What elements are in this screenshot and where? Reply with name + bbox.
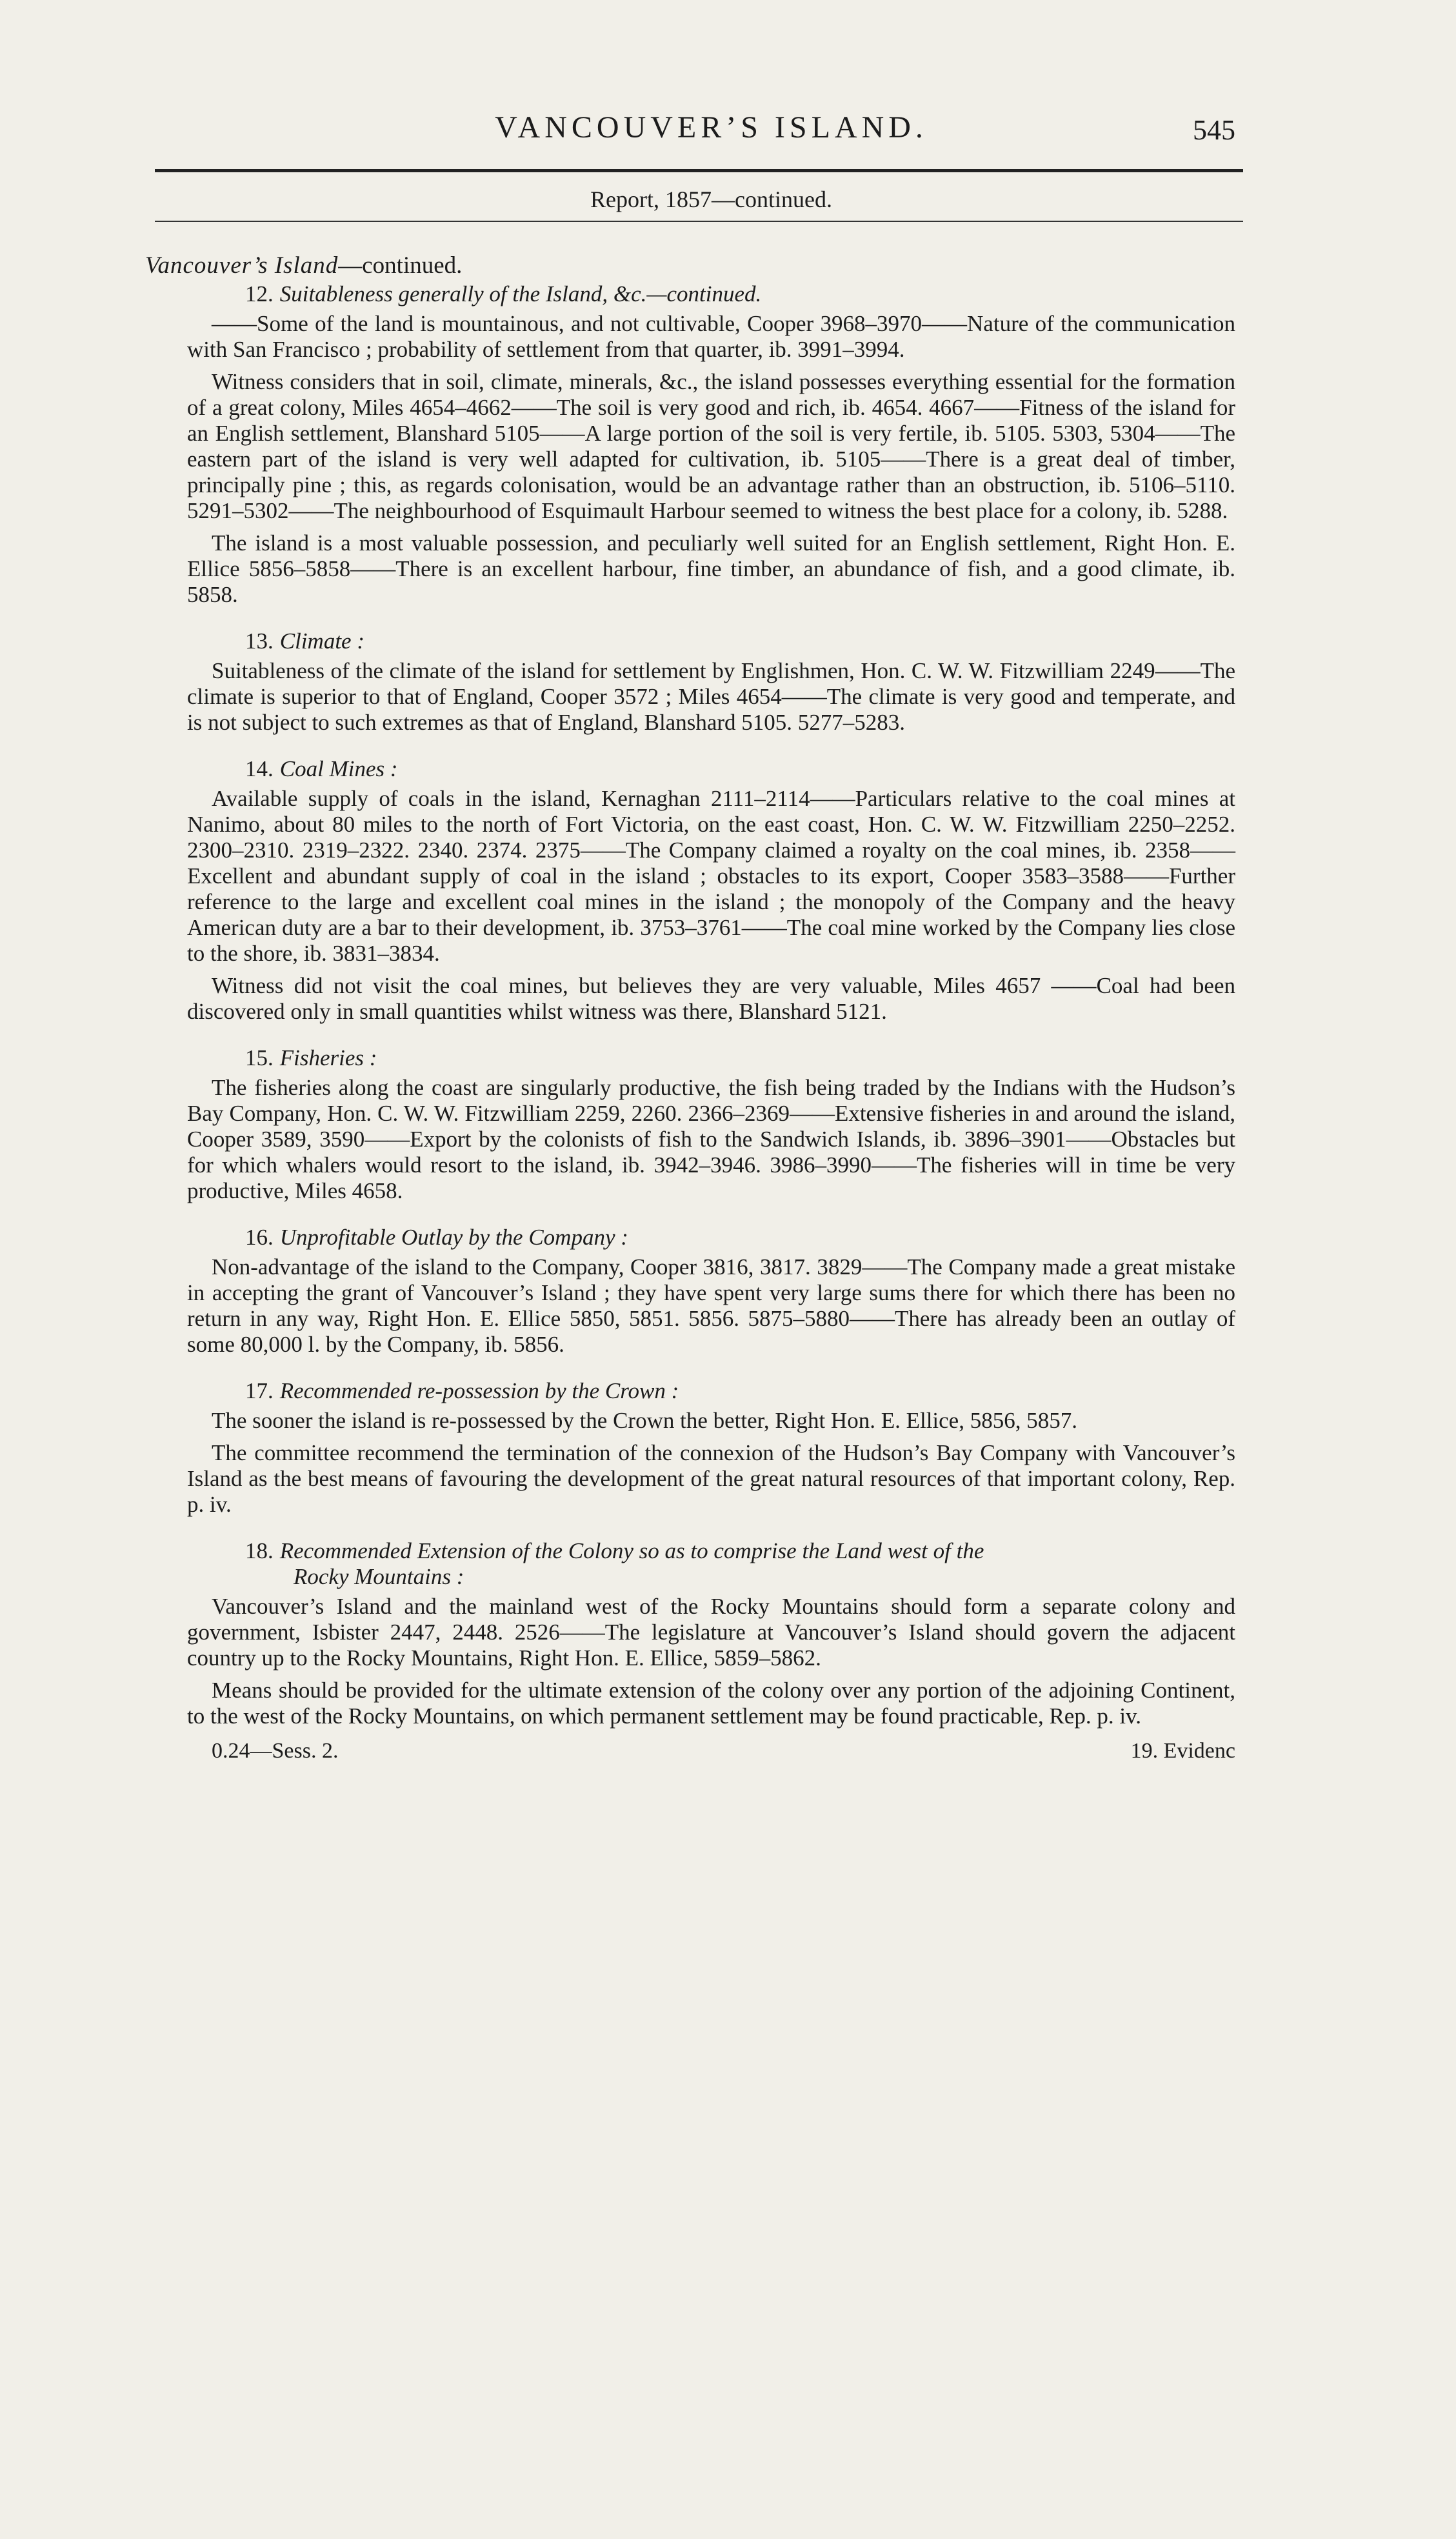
subsection-title: Climate :	[279, 628, 364, 654]
subsection-heading-15	[245, 1045, 1235, 1071]
subsection-number: 17.	[245, 1378, 274, 1403]
subsection-title: Coal Mines :	[279, 756, 398, 781]
section-title-rest: —continued.	[338, 252, 463, 279]
paragraph: The sooner the island is re-possessed by the Crown the better, Right Hon. E. Ellice, 5856, 5857.	[212, 1408, 1077, 1433]
paragraph: Witness did not visit the coal mines, but believes they are very valuable, Miles 4657 ——Coal had been discovered only in small quantities whilst witness was there, Blanshard 5121.	[187, 973, 1235, 1024]
subsection-heading-12	[245, 281, 1235, 307]
page-body	[145, 252, 1235, 1771]
paragraph: The fisheries along the coast are singularly productive, the fish being traded by the Indians with the Hudson’s Bay Company, Hon. C. W. W. Fitzwilliam 2259, 2260. 2366–2369——Extensive fisheries in and around the island, Cooper 3589, 3590——Export by the colonists of fish to the Sandwich Islands, ib. 3896–3901——Obstacles but for which whalers would resort to the island, ib. 3942–3946. 3986–3990——The fisheries will in time be very productive, Miles 4658.	[187, 1075, 1235, 1203]
document-page	[145, 110, 1235, 1763]
page-header	[187, 110, 1235, 212]
subsection-title: Unprofitable Outlay by the Company :	[279, 1225, 628, 1250]
paragraph: The committee recommend the termination of the connexion of the Hudson’s Bay Company with Vancouver’s Island as the best means of favouring the development of the great natural resources of that important colony, Rep. p. iv.	[187, 1440, 1235, 1517]
subsection-number: 13.	[245, 628, 274, 654]
running-title: VANCOUVER’S ISLAND.	[495, 110, 928, 145]
section-title	[145, 253, 1235, 279]
subsection-heading-17	[245, 1378, 1235, 1404]
paragraph: Witness considers that in soil, climate, minerals, &c., the island possesses everything essential for the formation of a great colony, Miles 4654–4662——The soil is very good and rich, ib. 4654. 4667——Fitness of the island for an English settlement, Blanshard 5105——A large portion of the soil is very fertile, ib. 5105. 5303, 5304——The eastern part of the island is very well adapted for cultivation, ib. 5105——There is a great deal of timber, principally pine ; this, as regards colonisation, would be an advantage rather than an obstruction, ib. 5106–5110. 5291–5302——The neighbourhood of Esquimault Harbour seemed to witness the best place for a colony, ib. 5288.	[187, 369, 1235, 523]
subsection-title: Recommended re-possession by the Crown :	[279, 1378, 679, 1403]
subsection-heading-13	[245, 628, 1235, 654]
subsection-heading-14	[245, 756, 1235, 782]
signature-mark: 0.24—Sess. 2.	[212, 1739, 339, 1763]
subsection-number: 12.	[245, 281, 274, 306]
report-line: Report, 1857—continued.	[590, 186, 832, 212]
subsection-heading-16	[245, 1225, 1235, 1250]
subsection-number: 16.	[245, 1225, 274, 1250]
subsection-title-continued: Rocky Mountains :	[294, 1564, 464, 1589]
subsection-title: Suitableness generally of the Island, &c.—continued.	[279, 281, 762, 306]
paragraph: The island is a most valuable possession, and peculiarly well suited for an English settlement, Right Hon. E. Ellice 5856–5858——There is an excellent harbour, fine timber, an abundance of fish, and a good climate, ib. 5858.	[187, 530, 1235, 607]
paragraph: Available supply of coals in the island, Kernaghan 2111–2114——Particulars relative to the coal mines at Nanimo, about 80 miles to the north of Fort Victoria, on the east coast, Hon. C. W. W. Fitzwilliam 2250–2252. 2300–2310. 2319–2322. 2340. 2374. 2375——The Company claimed a royalty on the coal mines, ib. 2358——Excellent and abundant supply of coal in the island ; obstacles to its export, Cooper 3583–3588——Further reference to the large and excellent coal mines in the island ; the monopoly of the Company and the heavy American duty are a bar to their development, ib. 3753–3761——The coal mine worked by the Company lies close to the shore, ib. 3831–3834.	[187, 786, 1235, 966]
page-footer	[187, 1738, 1235, 1771]
catchword: 19. Evidenc	[1130, 1739, 1235, 1763]
subsection-number: 14.	[245, 756, 274, 781]
subsection-heading-18	[245, 1538, 1235, 1590]
paragraph: Means should be provided for the ultimate extension of the colony over any portion of the adjoining Continent, to the west of the Rocky Mountains, on which permanent settlement may be found practicable, Rep. p. iv.	[187, 1678, 1235, 1729]
subsection-number: 15.	[245, 1045, 274, 1070]
section-title-name: Vancouver’s Island	[145, 252, 339, 279]
paragraph: ——Some of the land is mountainous, and not cultivable, Cooper 3968–3970——Nature of the communication with San Francisco ; probability of settlement from that quarter, ib. 3991–3994.	[187, 311, 1235, 362]
paragraph: Suitableness of the climate of the island for settlement by Englishmen, Hon. C. W. W. Fitzwilliam 2249——The climate is superior to that of England, Cooper 3572 ; Miles 4654——The climate is very good and temperate, and is not subject to such extremes as that of England, Blanshard 5105. 5277–5283.	[187, 658, 1235, 735]
header-rule-thick	[155, 169, 1243, 172]
paragraph: Non-advantage of the island to the Company, Cooper 3816, 3817. 3829——The Company made a great mistake in accepting the grant of Vancouver’s Island ; they have spent very large sums there for which there has been no return in any way, Right Hon. E. Ellice 5850, 5851. 5856. 5875–5880——There has already been an outlay of some 80,000 l. by the Company, ib. 5856.	[187, 1254, 1235, 1357]
paragraph: Vancouver’s Island and the mainland west of the Rocky Mountains should form a separate colony and government, Isbister 2447, 2448. 2526——The legislature at Vancouver’s Island should govern the adjacent country up to the Rocky Mountains, Right Hon. E. Ellice, 5859–5862.	[187, 1594, 1235, 1671]
subsection-number: 18.	[245, 1538, 274, 1563]
page-number: 545	[1193, 114, 1235, 146]
subsection-title: Fisheries :	[279, 1045, 377, 1070]
header-rule-thin	[155, 221, 1243, 222]
subsection-title: Recommended Extension of the Colony so as to comprise the Land west of the	[279, 1538, 984, 1563]
